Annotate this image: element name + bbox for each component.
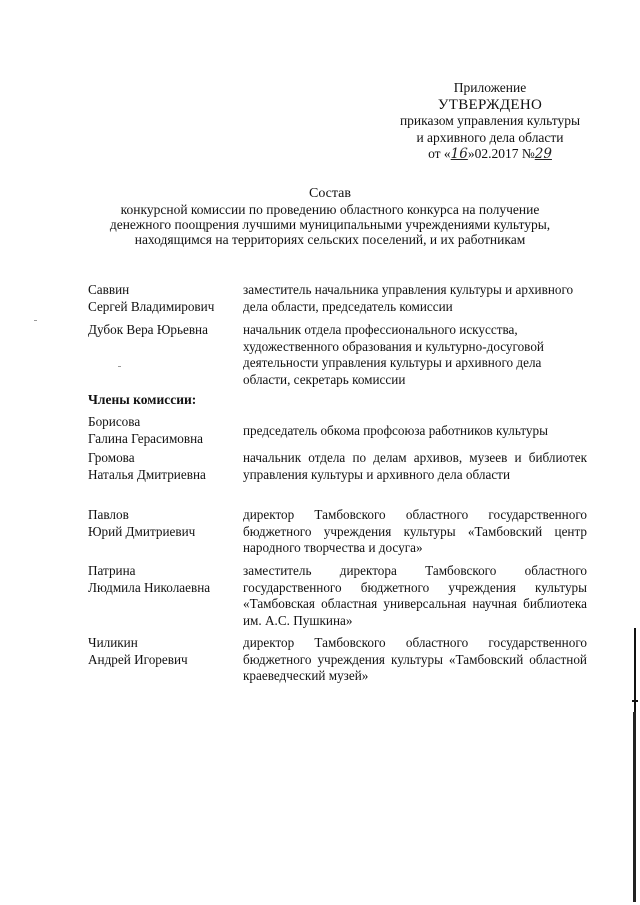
approved-label: УТВЕРЖДЕНО xyxy=(437,96,543,113)
title-line-1: конкурсной комиссии по проведению областного конкурса на получение xyxy=(120,202,540,217)
date-rest: »02.2017 № xyxy=(467,146,535,161)
handwritten-day: 16 xyxy=(450,146,468,162)
appendix-label: Приложение xyxy=(453,80,527,95)
person-role: директор Тамбовского областного государственного бюджетного учреждения культуры «Тамбовский областной краеведческий музей» xyxy=(243,635,587,683)
person-name: Чиликин Андрей Игоревич xyxy=(88,635,188,667)
person-name: Дубок Вера Юрьевна xyxy=(88,322,208,337)
person-role: председатель обкома профсоюза работников культуры xyxy=(243,423,548,438)
title-heading: Состав xyxy=(308,186,351,201)
person-name: Борисова Галина Герасимовна xyxy=(88,414,204,446)
person-name: Громова Наталья Дмитриевна xyxy=(88,450,206,482)
person-role: заместитель начальника управления культуры и архивного дела области, председатель комиссии xyxy=(243,282,574,314)
scan-edge-mark xyxy=(634,628,636,718)
approval-block xyxy=(360,80,620,163)
scan-edge-tick xyxy=(632,700,638,702)
scan-speck xyxy=(34,320,37,321)
person-role: начальник отдела по делам архивов, музеев и библиотек управления культуры и архивного дела области xyxy=(243,450,587,482)
order-line-2: и архивного дела области xyxy=(416,129,564,145)
order-line-1: приказом управления культуры xyxy=(399,113,581,128)
handwritten-number: 29 xyxy=(534,146,552,162)
person-name: Саввин Сергей Владимирович xyxy=(88,282,215,314)
person-role: заместитель директора Тамбовского областного государственного бюджетного учреждения культуры «Тамбовская областная универсальная научная библиотека им. А.С. Пушкина» xyxy=(243,563,587,628)
title-line-3: находящимся на территориях сельских поселений, и их работникам xyxy=(134,232,526,247)
person-name: Патрина Людмила Николаевна xyxy=(88,563,211,595)
order-date-line: от «16»02.2017 №29 xyxy=(428,146,552,162)
person-name: Павлов Юрий Дмитриевич xyxy=(88,507,196,539)
date-prefix: от xyxy=(428,146,441,161)
scan-speck xyxy=(118,366,121,367)
members-heading: Члены комиссии: xyxy=(88,392,197,407)
document-title xyxy=(70,186,590,247)
person-role: начальник отдела профессионального искусства, художественного образования и культурно-досуговой деятельности управления культуры и архивного дела области, секретарь комиссии xyxy=(243,322,544,387)
title-line-2: денежного поощрения лучшими муниципальными учреждениями культуры, xyxy=(109,217,551,232)
scan-edge-mark xyxy=(633,712,636,902)
person-role: директор Тамбовского областного государственного бюджетного учреждения культуры «Тамбовский центр народного творчества и досуга» xyxy=(243,507,587,555)
